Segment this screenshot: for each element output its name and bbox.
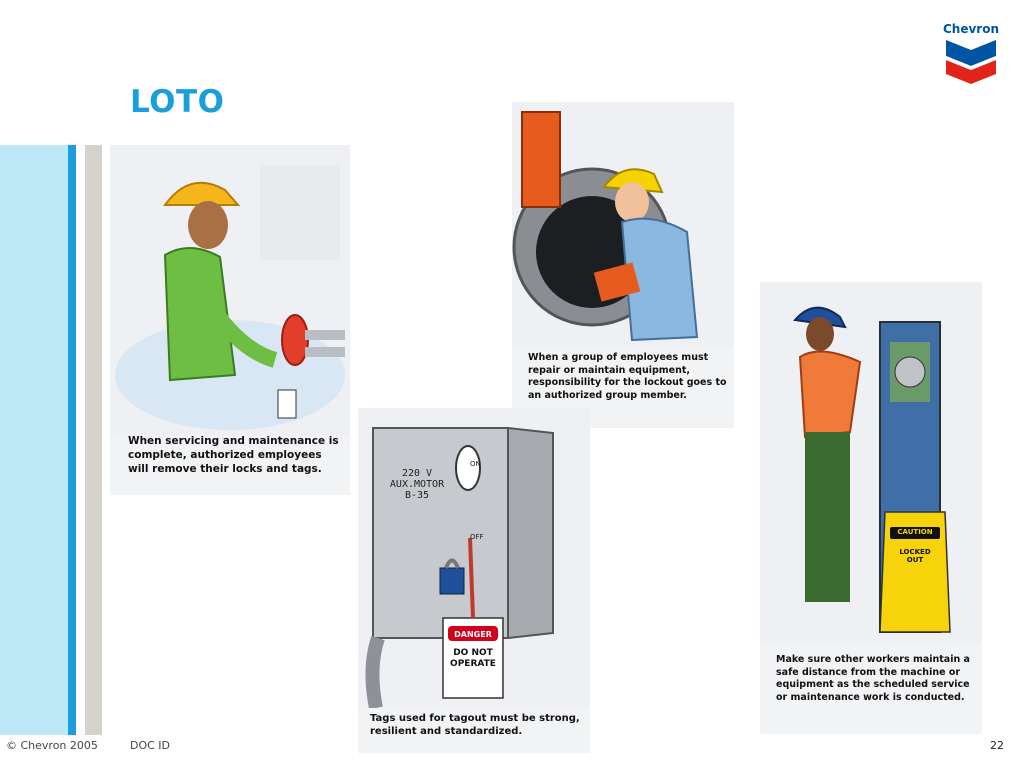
panel-caption: Make sure other workers maintain a safe distance from the machine or equipment as the scheduled service or maintenance work is conducted. [776,654,970,703]
box-label: 220 V AUX.MOTOR B-35 [389,468,445,501]
chevron-logo-icon [940,22,1002,84]
left-gray-stripe [85,145,102,735]
panel-group-lockout [512,102,734,428]
footer-doc-id: DOC ID [130,739,171,752]
panel-caption: When a group of employees must repair or maintain equipment, responsibility for the lockout goes to an authorized group member. [528,352,727,401]
switch-off-label: OFF [470,533,484,541]
panel-servicing [110,145,350,495]
sign-body: LOCKED OUT [899,548,931,564]
illustration-worker-valve [110,145,350,435]
panel-caption: Tags used for tagout must be strong, resilient and standardized. [370,713,580,738]
sign-header: CAUTION [897,528,933,536]
switch-on-label: ON [470,460,481,468]
tag-header: DANGER [454,630,492,639]
illustration-group-member [512,102,734,347]
chevron-logo [940,22,1002,84]
panel-safe-distance [760,282,982,734]
panel-caption: When servicing and maintenance is complete, authorized employees will remove their locks and tags. [128,435,339,475]
slide-title: LOTO [130,84,225,120]
left-band [0,145,68,735]
tag-body: DO NOT OPERATE [450,648,496,669]
panel-tagout [358,408,590,753]
left-accent-stripe [68,145,76,735]
logo-text: Chevron [942,22,999,36]
footer-copyright: © Chevron 2005 [6,739,98,752]
illustration-caution-sign [760,282,982,642]
page-number: 22 [990,739,1004,752]
